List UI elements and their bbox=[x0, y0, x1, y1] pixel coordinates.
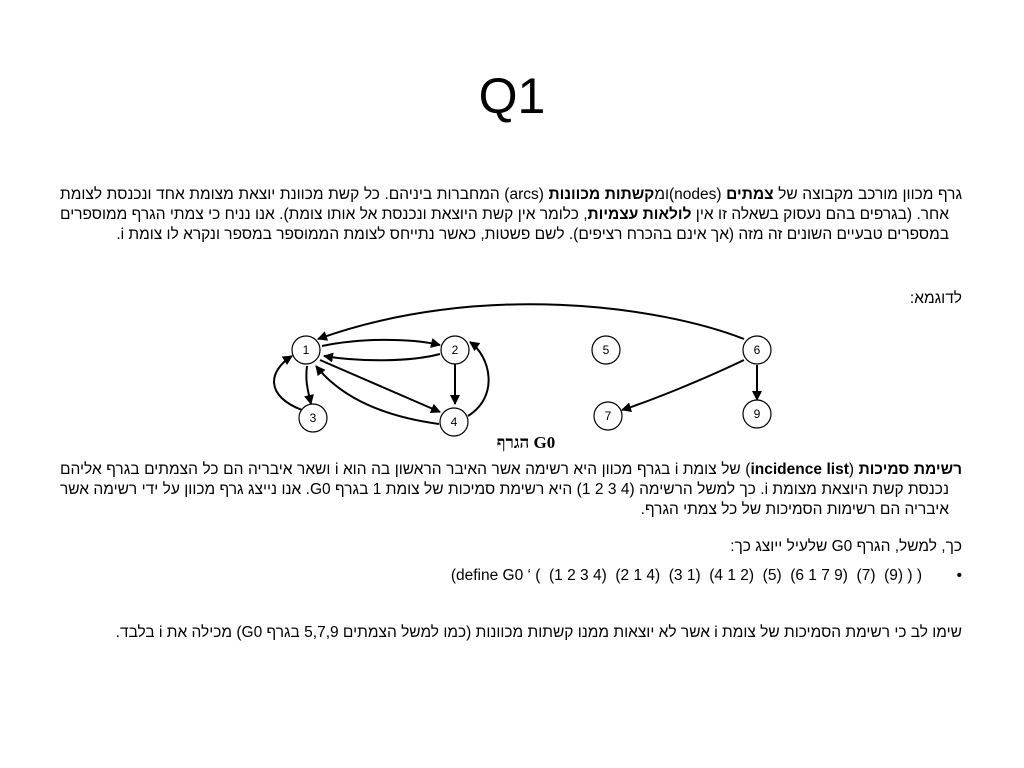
graph-node-7 bbox=[594, 402, 622, 430]
svg-text:6: 6 bbox=[753, 343, 761, 357]
note-paragraph: שימו לב כי רשימת הסמיכות של צומת i אשר לא יוצאות ממנו קשתות מכוונות (כמו למשל הצמתים 5,7,9 בגרף G0) מכילה את i בלבד. bbox=[115, 624, 962, 641]
bullet-icon: • bbox=[956, 567, 962, 584]
definition-text-1: גרף מכוון מורכב מקבוצה של bbox=[773, 186, 963, 203]
incidence-list-paragraph bbox=[60, 460, 962, 520]
edge-4-1 bbox=[316, 366, 439, 424]
edge-6-7 bbox=[622, 360, 744, 410]
definition-bold-loops: לולאות עצמיות bbox=[587, 206, 692, 223]
graph-node-1 bbox=[292, 336, 320, 364]
edge-4-2 bbox=[468, 342, 489, 416]
graph-node-3 bbox=[299, 404, 327, 432]
incidence-bold-english: incidence list bbox=[750, 461, 849, 478]
edge-2-1 bbox=[324, 354, 440, 360]
graph-node-4 bbox=[440, 408, 468, 436]
definition-text-4: , כלומר אין קשת היוצאת ונכנסת אל אותו צומת). אנו נניח כי צמתי הגרף ממוספרים במספרים טבעיים השונים זה מזה (אך אינם בהכרח רציפים). לשם פשטות, כאשר נתייחס לצומת הממוספר במספר ונקרא לו צומת i. bbox=[60, 206, 949, 243]
edge-1-4 bbox=[320, 360, 440, 412]
define-bullet bbox=[60, 566, 962, 588]
incidence-text-1: ( bbox=[848, 461, 859, 478]
incidence-text-2: ) של צומת i בגרף מכוון היא רשימה אשר האיבר הראשון בה הוא i ושאר איבריה הם כל הצמתים בגרף אליהם נכנסת קשת היוצאת מצומת i. כך למשל הרשימה (4 3 2 1) היא רשימת סמיכות של צומת 1 בגרף G0. אנו נייצג גרף מכוון על ידי רשימה אשר איבריה הם רשימות הסמיכות של כל צמתי הגרף. bbox=[60, 461, 949, 518]
definition-text-2: (nodes)ומ bbox=[654, 186, 727, 203]
graph-node-9 bbox=[743, 400, 771, 428]
graph-node-5 bbox=[592, 336, 620, 364]
definition-paragraph bbox=[60, 185, 962, 245]
svg-text:4: 4 bbox=[450, 415, 458, 429]
svg-text:7: 7 bbox=[604, 409, 612, 423]
edge-6-1 bbox=[318, 304, 744, 339]
example-label: לדוגמא: bbox=[909, 290, 962, 307]
representation-intro: כך, למשל, הגרף G0 שלעיל ייוצג כך: bbox=[730, 538, 962, 555]
svg-text:2: 2 bbox=[451, 343, 459, 357]
svg-text:5: 5 bbox=[602, 343, 610, 357]
definition-bold-arcs: קשתות מכוונות bbox=[548, 186, 655, 203]
graph-g0-figure bbox=[260, 286, 790, 458]
definition-bold-nodes: צמתים bbox=[726, 186, 774, 203]
define-code: (define G0 ‘ ( (1 2 3 4) (2 1 4) (3 1) (4 1 2) (5) (6 1 7 9) (7) (9) ) ) bbox=[450, 567, 922, 584]
incidence-bold-hebrew: רשימת סמיכות bbox=[858, 461, 963, 478]
svg-text:1: 1 bbox=[302, 343, 310, 357]
edge-1-2 bbox=[322, 340, 440, 346]
edge-3-1 bbox=[274, 356, 302, 410]
svg-text:9: 9 bbox=[753, 407, 761, 421]
edge-1-3 bbox=[306, 366, 311, 404]
graph-caption: הגרף G0 bbox=[496, 433, 556, 452]
graph-node-6 bbox=[743, 336, 771, 364]
svg-text:3: 3 bbox=[309, 411, 317, 425]
graph-node-2 bbox=[441, 336, 469, 364]
slide-title: Q1 bbox=[478, 68, 546, 124]
definition-text-3: (arcs) המחברות ביניהם. כל קשת מכוונת יוצאת מצומת אחד ונכנסת לצומת אחר. (בגרפים בהם נעסוק בשאלה זו אין bbox=[60, 186, 949, 223]
